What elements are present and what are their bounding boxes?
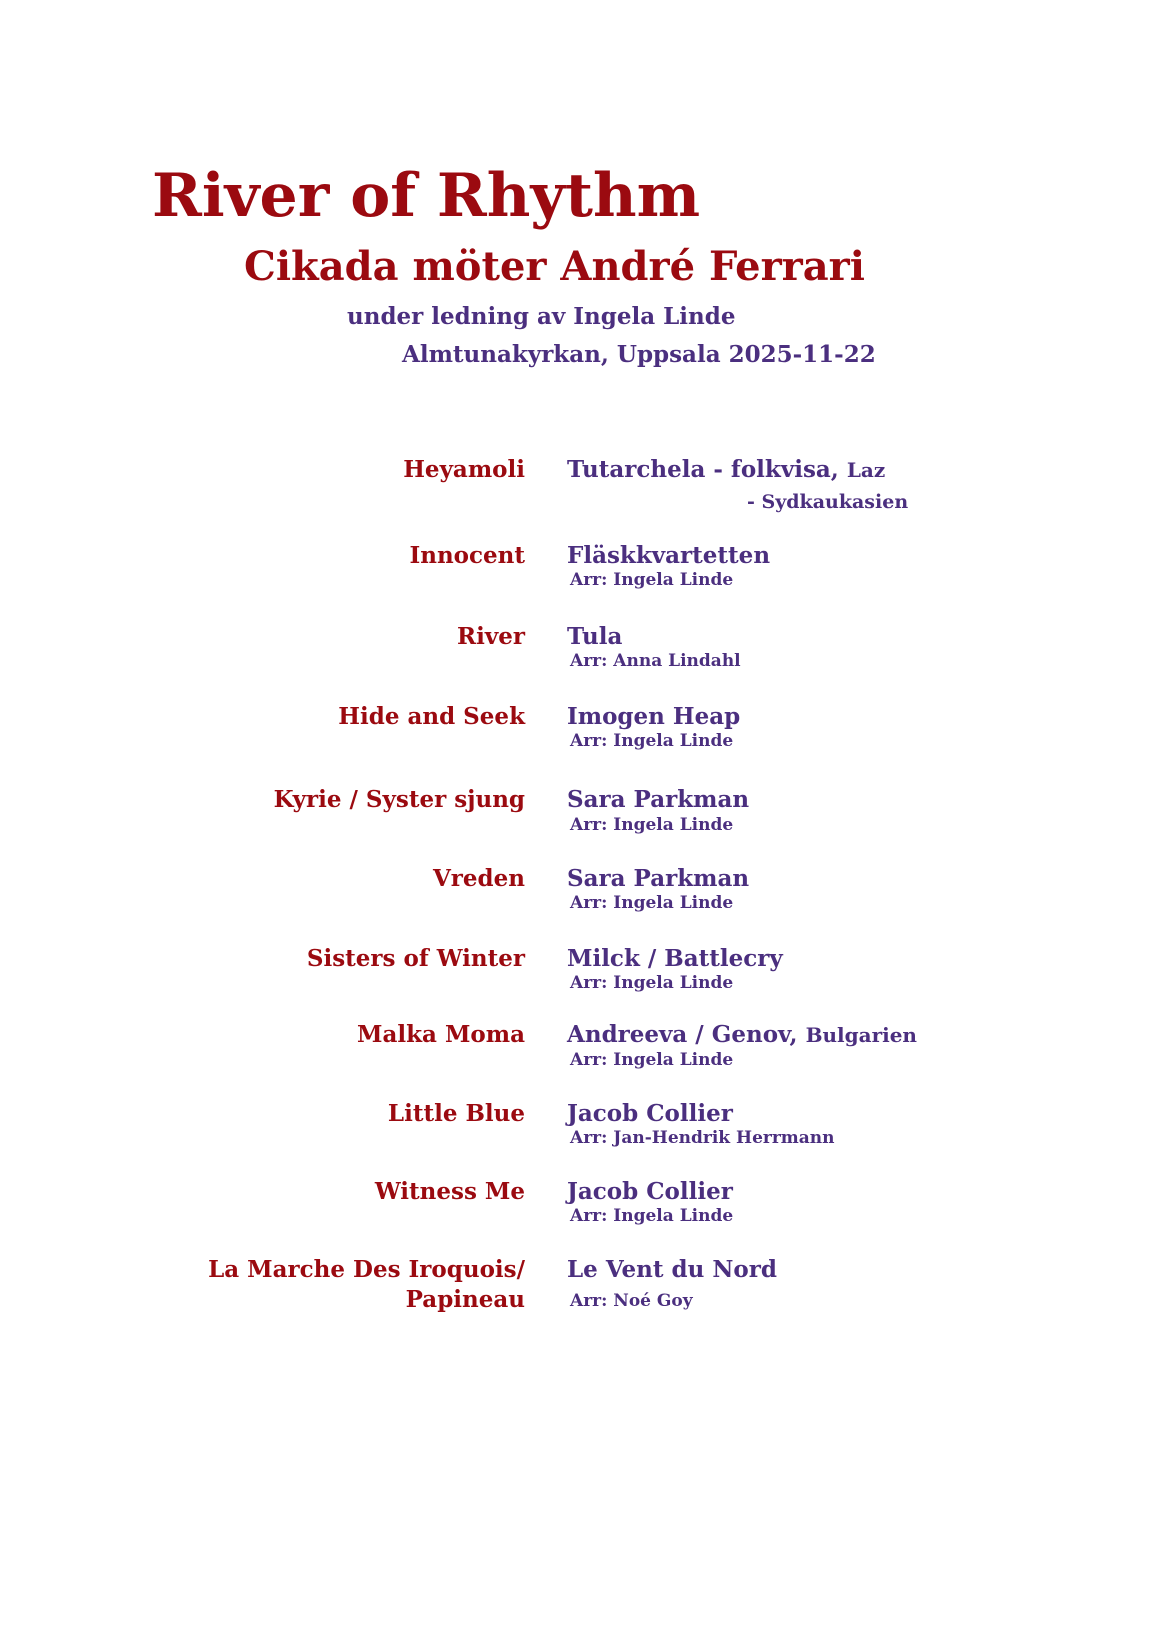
song-title: Little Blue	[387, 1100, 525, 1127]
song-title: River	[457, 623, 525, 650]
song-title: Hide and Seek	[338, 703, 525, 730]
song-artist: Jacob Collier	[567, 1178, 733, 1205]
song-artist: Milck / Battlecry	[567, 945, 783, 972]
song-artist: Jacob Collier	[567, 1100, 733, 1127]
song-title: Kyrie / Syster sjung	[273, 786, 525, 813]
song-title: Vreden	[432, 865, 525, 892]
song-arranger: Arr: Ingela Linde	[570, 893, 734, 913]
song-artist: Sara Parkman	[567, 786, 750, 813]
song-arranger: Arr: Noé Goy	[570, 1291, 693, 1311]
song-artist: Fläskkvartetten	[567, 542, 771, 569]
song-artist: Andreeva / Genov, Bulgarien	[567, 1021, 917, 1048]
song-arranger: Arr: Ingela Linde	[570, 1206, 734, 1226]
song-artist: Le Vent du Nord	[567, 1256, 777, 1283]
song-arranger: Arr: Jan-Hendrik Herrmann	[570, 1128, 835, 1148]
artist-extra: Bulgarien	[805, 1023, 917, 1047]
song-arranger: Arr: Ingela Linde	[570, 570, 734, 590]
page-title: River of Rhythm	[152, 161, 701, 231]
song-origin: - Sydkaukasien	[747, 491, 909, 513]
song-arranger: Arr: Ingela Linde	[570, 1050, 734, 1070]
page-subtitle: Cikada möter André Ferrari	[244, 243, 865, 290]
song-artist: Tula	[567, 623, 623, 650]
venue-line: Almtunakyrkan, Uppsala 2025-11-22	[402, 341, 876, 368]
song-arranger: Arr: Anna Lindahl	[570, 651, 741, 671]
song-title: Innocent	[409, 542, 525, 569]
artist-extra: Laz	[846, 458, 886, 482]
song-title: Sisters of Winter	[306, 945, 525, 972]
song-title: La Marche Des Iroquois/	[208, 1256, 525, 1283]
song-arranger: Arr: Ingela Linde	[570, 815, 734, 835]
song-artist: Tutarchela - folkvisa, Laz	[567, 456, 886, 483]
song-artist: Imogen Heap	[567, 703, 741, 730]
song-artist: Sara Parkman	[567, 865, 750, 892]
song-title: Heyamoli	[403, 456, 525, 483]
song-title-line2: Papineau	[405, 1286, 525, 1313]
conductor-line: under ledning av Ingela Linde	[347, 303, 736, 330]
song-arranger: Arr: Ingela Linde	[570, 973, 734, 993]
song-title: Malka Moma	[357, 1021, 525, 1048]
song-arranger: Arr: Ingela Linde	[570, 731, 734, 751]
song-title: Witness Me	[374, 1178, 525, 1205]
